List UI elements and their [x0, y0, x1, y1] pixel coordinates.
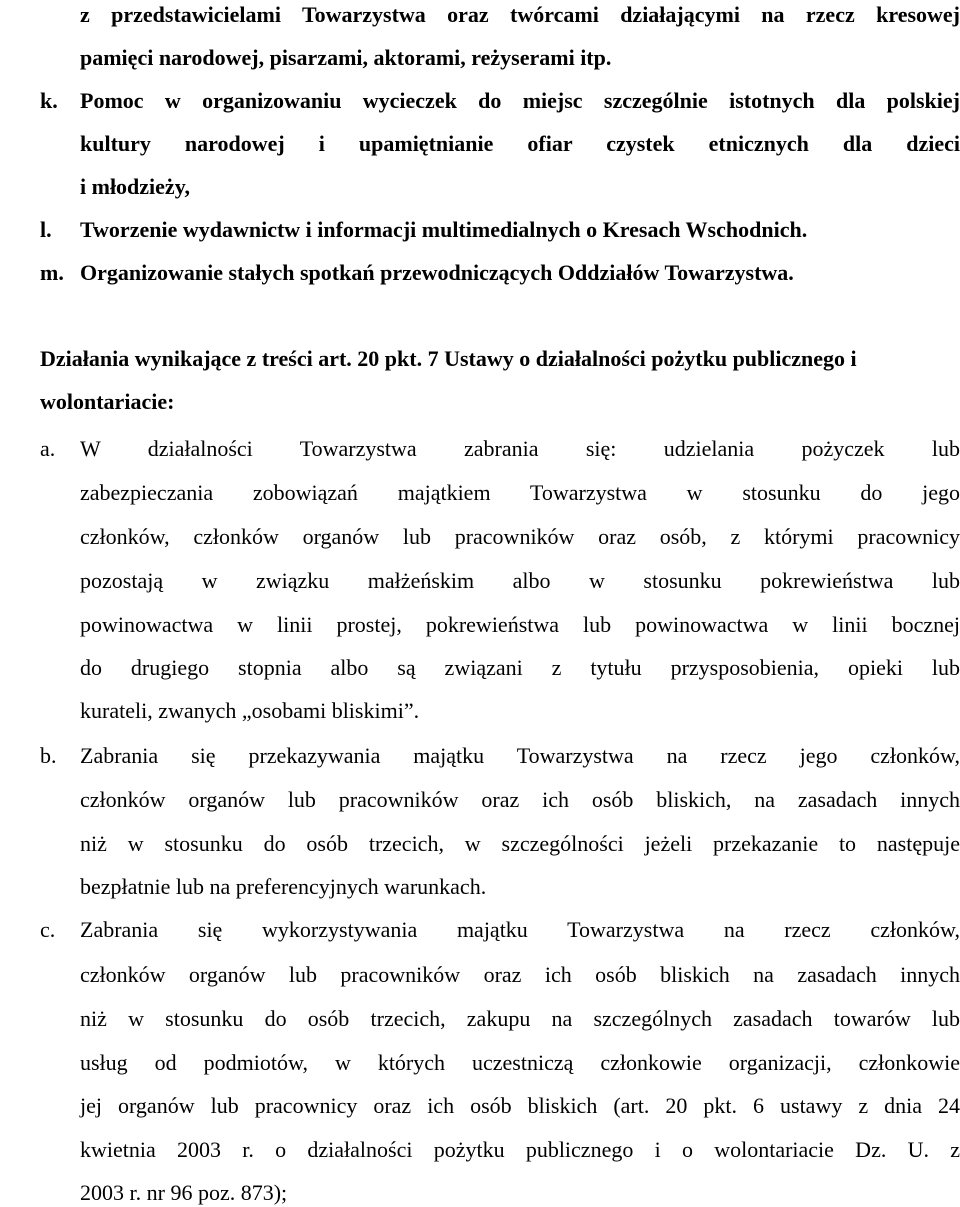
- list-item-c-line: usług od podmiotów, w których uczestniczą członkowie organizacji, członkowie: [80, 1050, 960, 1075]
- list-item-c-line: kwietnia 2003 r. o działalności pożytku publicznego i o wolontariacie Dz. U. z: [80, 1137, 960, 1162]
- list-item-m-text: Organizowanie stałych spotkań przewodniczących Oddziałów Towarzystwa.: [80, 260, 794, 285]
- list-item-c-line: jej organów lub pracownicy oraz ich osób bliskich (art. 20 pkt. 6 ustawy z dnia 24: [80, 1093, 960, 1118]
- list-item-a-line: kurateli, zwanych „osobami bliskimi”.: [80, 698, 420, 723]
- list-item-a-line: powinowactwa w linii prostej, pokrewieństwa lub powinowactwa w linii bocznej: [80, 612, 960, 637]
- list-item-a-line: W działalności Towarzystwa zabrania się: udzielania pożyczek lub: [80, 436, 960, 461]
- list-item-a-line: członków, członków organów lub pracowników oraz osób, z którymi pracownicy: [80, 524, 960, 549]
- list-marker-l: l.: [40, 217, 52, 242]
- list-item-b-line: członków organów lub pracowników oraz ich osób bliskich, na zasadach innych: [80, 787, 960, 812]
- list-item-k-line: Pomoc w organizowaniu wycieczek do miejsc szczególnie istotnych dla polskiej: [80, 88, 960, 113]
- list-item-b-line: niż w stosunku do osób trzecich, w szczególności jeżeli przekazanie to następuje: [80, 831, 960, 856]
- list-marker-c: c.: [40, 917, 56, 942]
- section-heading-continuation: wolontariacie:: [40, 389, 175, 414]
- list-marker-b: b.: [40, 743, 57, 768]
- list-continuation-line: z przedstawicielami Towarzystwa oraz twórcami działającymi na rzecz kresowej: [80, 2, 960, 27]
- list-item-c-line: 2003 r. nr 96 poz. 873);: [80, 1180, 288, 1205]
- list-item-k-line: kultury narodowej i upamiętnianie ofiar czystek etnicznych dla dzieci: [80, 131, 960, 156]
- list-item-k-line: i młodzieży,: [80, 174, 190, 199]
- list-item-a-line: do drugiego stopnia albo są związani z tytułu przysposobienia, opieki lub: [80, 655, 960, 680]
- list-marker-m: m.: [40, 260, 64, 285]
- list-continuation-line: pamięci narodowej, pisarzami, aktorami, reżyserami itp.: [80, 45, 612, 70]
- list-item-c-line: niż w stosunku do osób trzecich, zakupu na szczególnych zasadach towarów lub: [80, 1006, 960, 1031]
- list-marker-a: a.: [40, 436, 56, 461]
- list-item-b-line: Zabrania się przekazywania majątku Towarzystwa na rzecz jego członków,: [80, 743, 960, 768]
- list-marker-k: k.: [40, 88, 58, 113]
- list-item-l-text: Tworzenie wydawnictw i informacji multimedialnych o Kresach Wschodnich.: [80, 217, 808, 242]
- list-item-a-line: zabezpieczania zobowiązań majątkiem Towarzystwa w stosunku do jego: [80, 480, 960, 505]
- list-item-a-line: pozostają w związku małżeńskim albo w stosunku pokrewieństwa lub: [80, 568, 960, 593]
- list-item-c-line: członków organów lub pracowników oraz ich osób bliskich na zasadach innych: [80, 962, 960, 987]
- list-item-c-line: Zabrania się wykorzystywania majątku Towarzystwa na rzecz członków,: [80, 917, 960, 942]
- section-heading: Działania wynikające z treści art. 20 pkt. 7 Ustawy o działalności pożytku publicznego i: [40, 346, 857, 371]
- list-item-b-line: bezpłatnie lub na preferencyjnych warunkach.: [80, 874, 487, 899]
